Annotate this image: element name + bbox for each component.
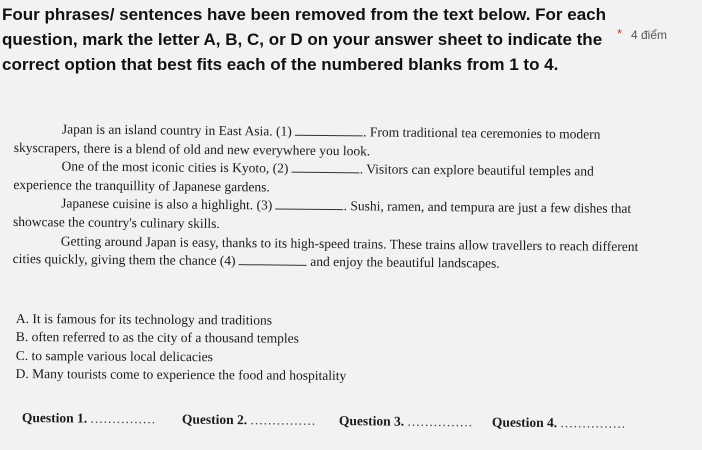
answer-blank: ............... <box>250 412 317 428</box>
passage-text: . From traditional tea ceremonies to modern skyscrapers, there is a blend of old and new everywhere you look. <box>13 124 601 159</box>
blank-3 <box>276 198 344 211</box>
option-list <box>16 310 656 388</box>
passage-paragraph <box>14 120 654 163</box>
answer-1 <box>22 410 156 427</box>
passage-text: Japan is an island country in East Asia. (1) <box>61 121 296 139</box>
passage-paragraph <box>13 157 653 200</box>
passage-paragraph <box>13 194 653 237</box>
question-title: Four phrases/ sentences have been removed from the text below. For each question, mark the letter A, B, C, or D on your answer sheet to indicate the correct option that best fits each of the numbered blanks from 1 to 4. <box>2 5 606 74</box>
option-d: D. Many tourists come to experience the food and hospitality <box>15 366 347 384</box>
option-c: C. to sample various local delicacies <box>15 347 213 365</box>
passage-text: and enjoy the beautiful landscapes. <box>306 253 500 271</box>
blank-4 <box>239 253 307 266</box>
option-a: A. It is famous for its technology and traditions <box>15 310 273 328</box>
passage-text: Japanese cuisine is also a highlight. (3) <box>61 195 276 213</box>
answer-3 <box>339 413 473 430</box>
blank-2 <box>292 161 360 174</box>
required-asterisk: * <box>617 26 623 41</box>
answer-blank: ............... <box>407 413 474 430</box>
option-b: B. often referred to as the city of a thousand temples <box>15 329 299 347</box>
answer-label: Question 3. <box>338 413 405 429</box>
passage-text: . Sushi, ramen, and tempura are just a few dishes that showcase the country's culinary skills. <box>12 198 632 231</box>
passage-text: One of the most iconic cities is Kyoto, (2) <box>61 158 292 176</box>
reading-passage <box>13 120 654 275</box>
blank-1 <box>295 124 363 137</box>
answer-2 <box>182 412 316 429</box>
answer-row <box>22 410 662 436</box>
answer-label: Question 1. <box>21 410 88 426</box>
answer-blank: ............... <box>90 410 157 427</box>
points-label: 4 điểm <box>631 28 668 42</box>
answer-label: Question 4. <box>491 414 558 431</box>
passage-paragraph <box>13 232 653 275</box>
answer-blank: ............... <box>560 415 627 431</box>
answer-4 <box>492 415 626 432</box>
answer-label: Question 2. <box>181 411 248 428</box>
passage-text: Getting around Japan is easy, thanks to its high-speed trains. These trains allow travellers to reach different cities quickly, giving them the chance (4) <box>12 233 639 269</box>
passage-text: . Visitors can explore beautiful temples and experience the tranquillity of Japanese gardens. <box>13 161 594 195</box>
